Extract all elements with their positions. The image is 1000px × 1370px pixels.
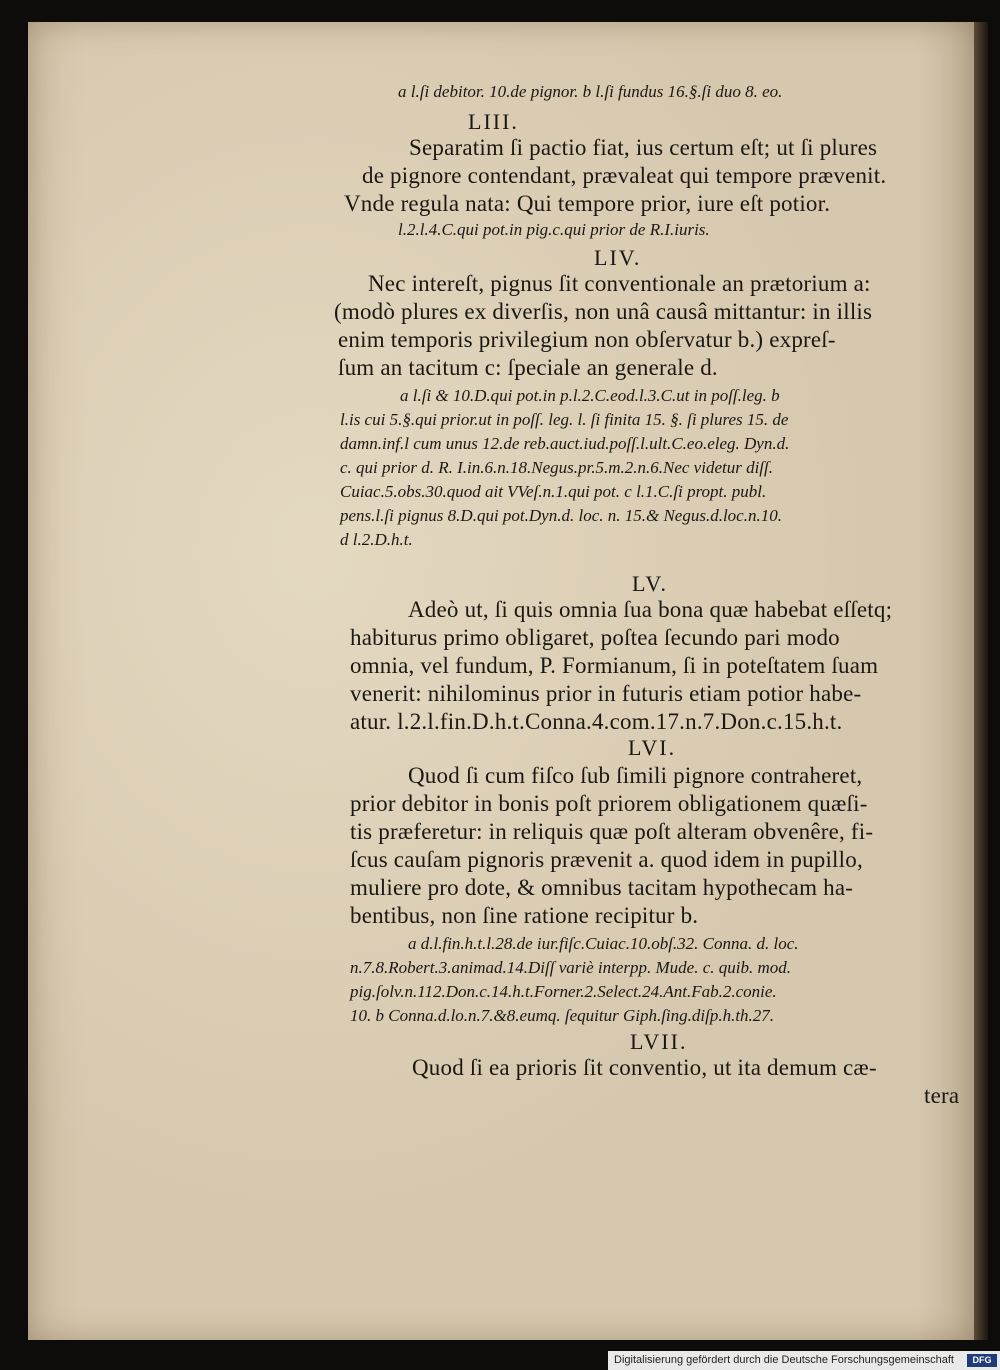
text-line: enim temporis privilegium non obſervatur b.) expreſ- <box>338 327 836 352</box>
text-line: atur. l.2.l.fin.D.h.t.Conna.4.com.17.n.7.Don.c.15.h.t. <box>350 709 843 734</box>
footnote-line: l.is cui 5.§.qui prior.ut in poſſ. leg. l. ſi finita 15. §. ſi plures 15. de <box>340 410 789 429</box>
section-heading: LVII. <box>630 1029 688 1054</box>
footnote-line: damn.inf.l cum unus 12.de reb.auct.iud.poſſ.l.ult.C.eo.eleg. Dyn.d. <box>340 434 790 453</box>
footnote-line: a l.ſi debitor. 10.de pignor. b l.ſi fundus 16.§.ſi duo 8. eo. <box>398 82 783 101</box>
page-text <box>28 22 974 1340</box>
footnote-line: Cuiac.5.obs.30.quod ait VVeſ.n.1.qui pot. c l.1.C.ſi propt. publ. <box>340 482 767 501</box>
text-line: muliere pro dote, & omnibus tacitam hypothecam ha- <box>350 875 854 900</box>
text-line: ſcus cauſam pignoris prævenit a. quod idem in pupillo, <box>350 847 863 872</box>
footnote-line: l.2.l.4.C.qui pot.in pig.c.qui prior de R.I.iuris. <box>398 220 710 239</box>
footnote-line: c. qui prior d. R. I.in.6.n.18.Negus.pr.5.m.2.n.6.Nec videtur diſſ. <box>340 458 774 477</box>
text-line: de pignore contendant, prævaleat qui tempore prævenit. <box>362 163 887 188</box>
text-line: omnia, vel fundum, P. Formianum, ſi in poteſtatem ſuam <box>350 653 879 678</box>
footnote-line: n.7.8.Robert.3.animad.14.Diſſ variè interpp. Mude. c. quib. mod. <box>350 958 792 977</box>
text-line: Adeò ut, ſi quis omnia ſua bona quæ habebat eſſetq; <box>408 597 893 622</box>
section-heading: LV. <box>632 571 668 596</box>
text-line: prior debitor in bonis poſt priorem obligationem quæſi- <box>350 791 868 816</box>
dfg-logo[interactable]: DFG <box>967 1354 997 1367</box>
text-line: venerit: nihilominus prior in futuris etiam potior habe- <box>350 681 862 706</box>
section-heading: LVI. <box>628 735 677 760</box>
footnote-line: pens.l.ſi pignus 8.D.qui pot.Dyn.d. loc. n. 15.& Negus.d.loc.n.10. <box>340 506 782 525</box>
digitization-credit <box>608 1351 1000 1370</box>
footnote-line: a l.ſi & 10.D.qui pot.in p.l.2.C.eod.l.3.C.ut in poſſ.leg. b <box>400 386 780 405</box>
text-line: Quod ſi cum fiſco ſub ſimili pignore contraheret, <box>408 763 863 788</box>
footnote-line: 10. b Conna.d.lo.n.7.&8.eumq. ſequitur Giph.ſing.diſp.h.th.27. <box>350 1006 775 1025</box>
text-line: ſum an tacitum c: ſpeciale an generale d. <box>338 355 718 380</box>
footnote-line: d l.2.D.h.t. <box>340 530 413 549</box>
text-line: tis præferetur: in reliquis quæ poſt alteram obvenêre, fi- <box>350 819 874 844</box>
footnote-line: a d.l.fin.h.t.l.28.de iur.fiſc.Cuiac.10.obſ.32. Conna. d. loc. <box>408 934 799 953</box>
section-heading: LIV. <box>594 245 642 270</box>
text-line: Quod ſi ea prioris ſit conventio, ut ita demum cæ- <box>412 1055 877 1080</box>
text-line: Nec intereſt, pignus ſit conventionale an prætorium a: <box>368 271 871 296</box>
page-edge-shadow <box>974 22 988 1340</box>
text-line: bentibus, non ſine ratione recipitur b. <box>350 903 699 928</box>
text-line: habiturus primo obligaret, poſtea ſecundo pari modo <box>350 625 840 650</box>
text-line: Separatim ſi pactio fiat, ius certum eſt; ut ſi plures <box>409 135 878 160</box>
credit-text: Digitalisierung gefördert durch die Deutsche Forschungsgemeinschaft <box>614 1354 954 1366</box>
text-line: (modò plures ex diverſis, non unâ causâ mittantur: in illis <box>334 299 873 324</box>
footnote-line: pig.ſolv.n.112.Don.c.14.h.t.Forner.2.Select.24.Ant.Fab.2.conie. <box>350 982 777 1001</box>
section-heading: LIII. <box>468 109 519 134</box>
document-page <box>28 22 974 1340</box>
text-line: Vnde regula nata: Qui tempore prior, iure eſt potior. <box>344 191 831 216</box>
catchword: tera <box>924 1083 960 1108</box>
